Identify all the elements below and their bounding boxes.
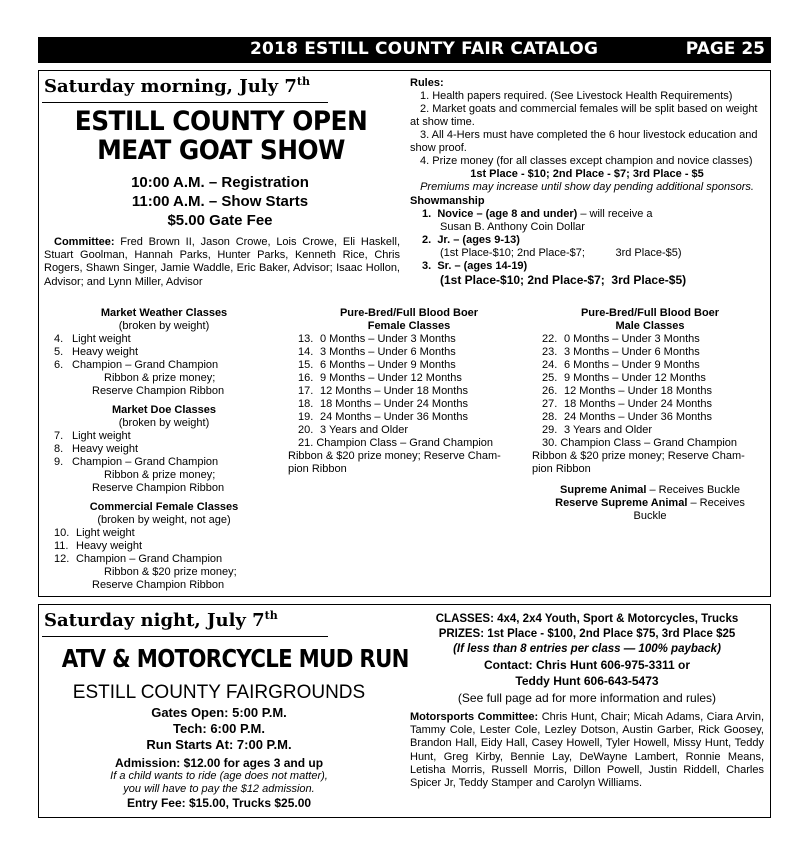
- heading-divider: [42, 102, 328, 103]
- catalog-title: 2018 ESTILL COUNTY FAIR CATALOG: [250, 39, 599, 59]
- boer-female-classes: Pure-Bred/Full Blood Boer Female Classes 13. 0 Months – Under 3 Months 14. 3 Months – Under 6 Months 15. 6 Months – Under 9 Months 16. 9 Months – Under 12 Months 17. 12 Months – Under 18 Months 18. 18 Months – Under 24 Months 19. 24 Months – Under 36 Months 20. 3 Years and Older 21. Champion Class – Grand Champion Ribbon & $20 prize money; Reserve Cham- pion Ribbon: [288, 307, 501, 475]
- market-classes-column: Market Weather Classes (broken by weight) 4. Light weight 5. Heavy weight 6. Champion – Grand Champion Ribbon & prize money; Reserve Champion Ribbon Market Doe Classes (broken by weight) 7. Light weight 8. Heavy weight 9. Champion – Grand Champion Ribbon & prize money; Reserve Champion Ribbon Commercial Female Classes (broken by weight, not age) 10. Light weight 11. Heavy weight 12. Champion – Grand Champion Ribbon & $20 prize money; Reserve Champion Ribbon: [54, 307, 239, 591]
- goat-show-rules: Rules: 1. Health papers required. (See Livestock Health Requirements) 2. Market goats and commercial females will be split based on weight at show time. 3. All 4-Hers must have completed the 6 hour livestock education and show proof. 4. Prize money (for all classes except champion and novice classes) 1st Place - $10; 2nd Place - $7; 3rd Place - $5 Premiums may increase until show day pending additional sponsors. Showmanship 1. Novice – (age 8 and under) – will receive a Susan B. Anthony Coin Dollar 2. Jr. – (ages 9-13) (1st Place-$10; 2nd Place-$7; 3rd Place-$5) 3. Sr. – (ages 14-19) (1st Place-$10; 2nd Place-$7; 3rd Place-$5): [410, 77, 758, 287]
- page-number: PAGE 25: [685, 39, 765, 59]
- goat-show-title: ESTILL COUNTY OPEN MEAT GOAT SHOW: [74, 106, 368, 166]
- mud-run-admission: Admission: $12.00 for ages 3 and up If a child wants to ride (age does not matter), you will have to pay the $12 admission. Entry Fee: $15.00, Trucks $25.00: [110, 756, 328, 810]
- mud-run-title: ATV & MOTORCYCLE MUD RUN: [61, 644, 409, 673]
- mud-run-info: CLASSES: 4x4, 2x4 Youth, Sport & Motorcycles, Trucks PRIZES: 1st Place - $100, 2nd Place $75, 3rd Place $25 (If less than 8 entries per class — 100% payback) Contact: Chris Hunt 606-975-3311 or Teddy Hunt 606-643-5473 (See full page ad for more information and rules): [435, 613, 739, 705]
- mud-run-venue: ESTILL COUNTY FAIRGROUNDS: [72, 682, 366, 703]
- reserve-supreme-animal: Reserve Supreme Animal – Receives: [555, 497, 745, 509]
- mud-run-committee: Motorsports Committee: Chris Hunt, Chair; Micah Adams, Ciara Arvin, Tammy Cole, Lester Cole, Lezley Dotson, Austin Garber, Rick Goosey, Brandon Hall, Eidy Hall, Casey Howell, Tyler Howell, Missy Hunt, Teddy Hunt, Greg Kirby, Bennie Lay, DeWayne Lambert, Ronnie Means, Letisha Morris, Russell Morris, Dillon Powell, Justin Riddell, Charles Spicer Jr, Teddy Stamper and Carolyn Williams.: [410, 711, 764, 790]
- boer-male-classes: Pure-Bred/Full Blood Boer Male Classes 22. 0 Months – Under 3 Months 23. 3 Months – Under 6 Months 24. 6 Months – Under 9 Months 25. 9 Months – Under 12 Months 26. 12 Months – Under 18 Months 27. 18 Months – Under 24 Months 28. 24 Months – Under 36 Months 29. 3 Years and Older 30. Champion Class – Grand Champion Ribbon & $20 prize money; Reserve Cham- pion Ribbon Supreme Animal – Receives Buckle Reserve Supreme Animal – Receives Buckle: [532, 307, 768, 523]
- supreme-animal: Supreme Animal – Receives Buckle: [560, 484, 740, 496]
- page-header-bar: [38, 37, 771, 63]
- heading-divider: [42, 636, 328, 637]
- goat-show-schedule: 10:00 A.M. – Registration 11:00 A.M. – Show Starts $5.00 Gate Fee: [131, 174, 309, 229]
- goat-show-committee: Committee: Fred Brown II, Jason Crowe, Lois Crowe, Eli Haskell, Stuart Goolman, Hannah Parks, Hunter Parks, Kenneth Rice, Chris Rogers, Shawn Singer, Jamie Waddle, Eric Baker, Advisor; Isaac Hollon, Advisor; and Lynn Miller, Advisor: [44, 236, 400, 288]
- mud-run-times: Gates Open: 5:00 P.M. Tech: 6:00 P.M. Run Starts At: 7:00 P.M.: [146, 705, 292, 752]
- goat-show-date-heading: Saturday morning, July 7th: [44, 75, 310, 97]
- mud-run-date-heading: Saturday night, July 7th: [44, 609, 278, 631]
